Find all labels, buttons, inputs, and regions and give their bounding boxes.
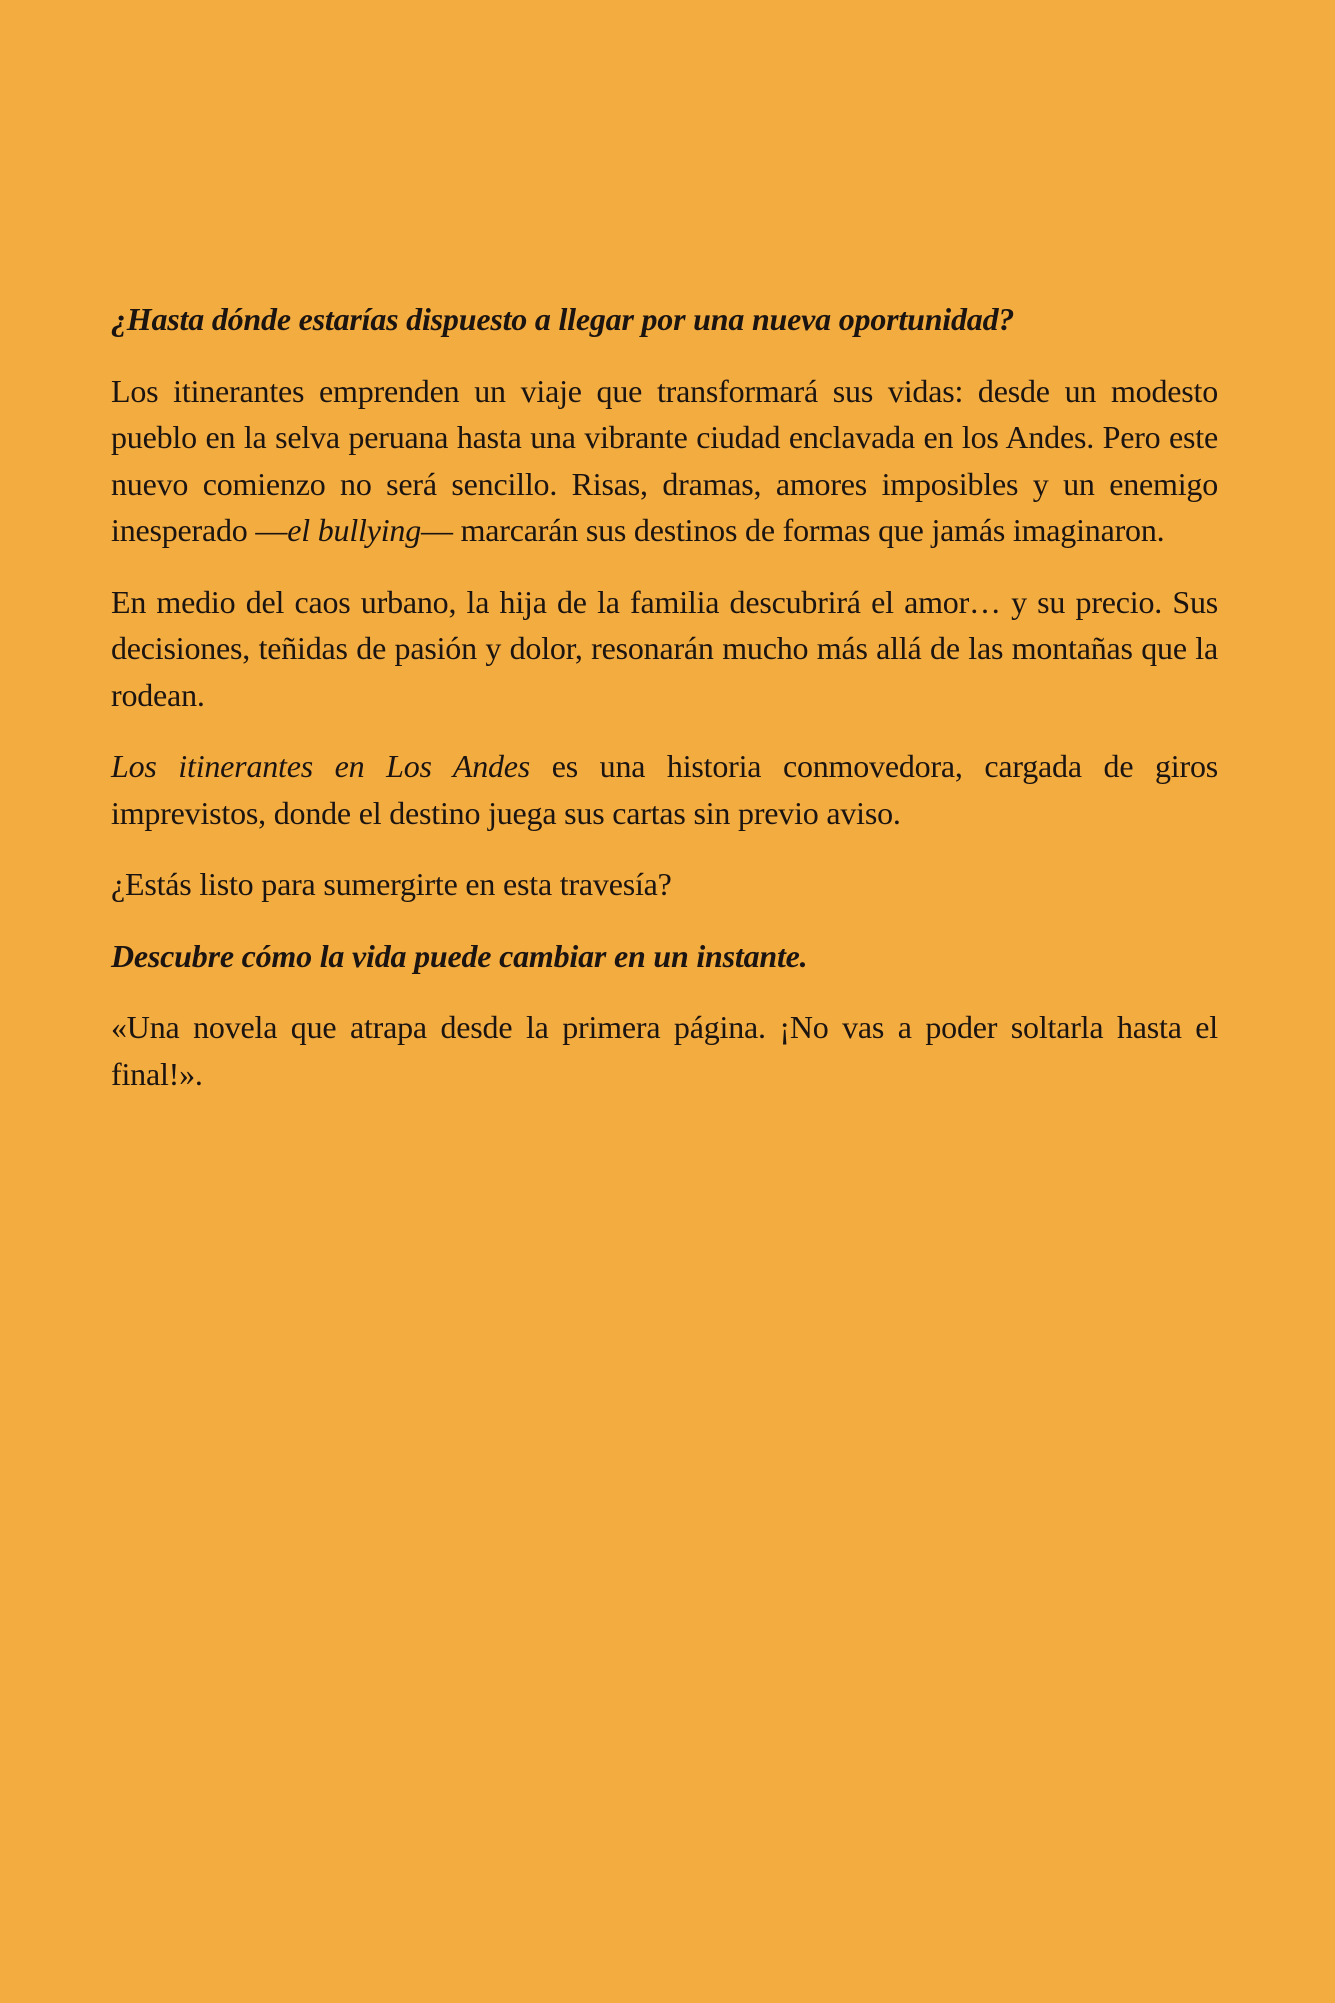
synopsis-paragraph-2: En medio del caos urbano, la hija de la familia descubrirá el amor… y su precio. Sus decisiones, teñidas de pasión y dolor, resonarán mucho más allá de las montañas que la rodean.	[111, 583, 1218, 713]
hook-question: ¿Hasta dónde estarías dispuesto a llegar por una nueva oportunidad?	[111, 301, 1015, 337]
tagline: Descubre cómo la vida puede cambiar en un instante.	[111, 937, 808, 974]
synopsis-paragraph-3-text: es una historia conmovedora, cargada de giros imprevistos, donde el destino juega sus cartas sin previo aviso.	[111, 748, 1218, 831]
emphasis-bullying: el bullying	[287, 512, 421, 548]
review-quote: «Una novela que atrapa desde la primera página. ¡No vas a poder soltarla hasta el final!».	[111, 1009, 1218, 1092]
book-title: Los itinerantes en Los Andes	[111, 748, 531, 784]
synopsis-paragraph-1	[111, 368, 1218, 554]
synopsis-paragraph-3	[111, 743, 1218, 836]
reader-question: ¿Estás listo para sumergirte en esta travesía?	[111, 866, 672, 902]
synopsis-text-end: — marcarán sus destinos de formas que jamás imaginaron.	[421, 512, 1165, 548]
back-cover-text	[111, 296, 1218, 1122]
synopsis-text-start: Los itinerantes emprenden un viaje que transformará sus vidas: desde un modesto pueblo en la selva peruana hasta una vibrante ciudad enclavada en los Andes. Pero este nuevo comienzo no será sencillo. Risas, dramas, amores imposibles y un enemigo inesperado —	[111, 372, 1218, 548]
